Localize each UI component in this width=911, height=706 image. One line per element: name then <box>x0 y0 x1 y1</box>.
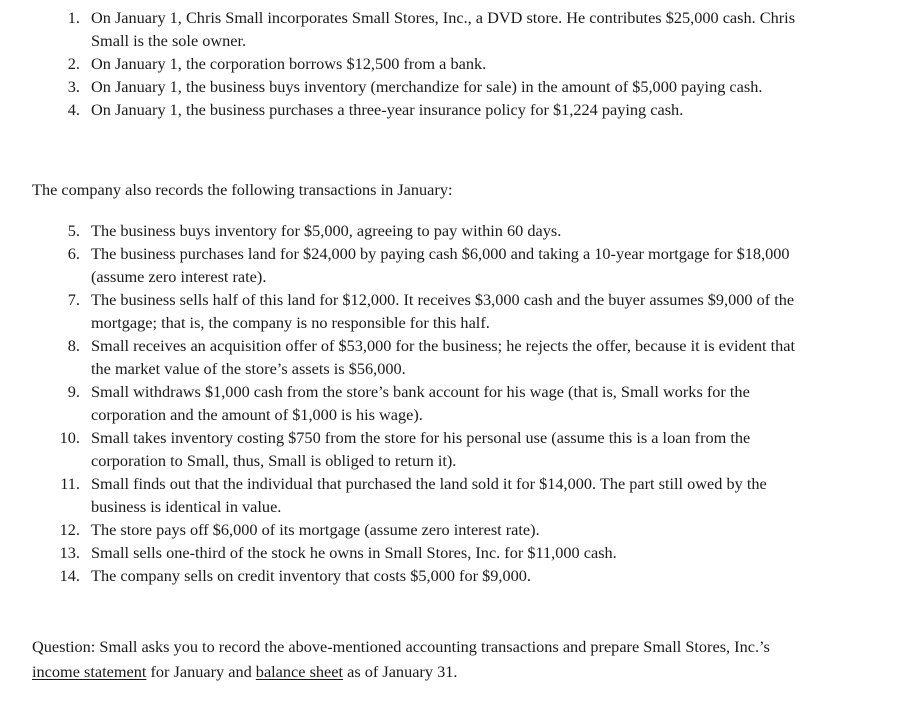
item-number: 5. <box>67 221 80 240</box>
item-text: The business sells half of this land for $12,000. It receives $3,000 cash and the buyer assumes $9,000 of the mortgage; that is, the company is no responsible for this half. <box>91 290 795 332</box>
item-number: 13. <box>59 543 80 562</box>
item-text: The business purchases land for $24,000 by paying cash $6,000 and taking a 10-year mortgage for $18,000 (assume zero interest rate). <box>91 244 790 286</box>
item-number: 2. <box>67 54 80 73</box>
item-number: 4. <box>67 100 80 119</box>
list-item <box>56 518 816 541</box>
item-text: Small takes inventory costing $750 from the store for his personal use (assume this is a loan from the corporation to Small, thus, Small is obliged to return it). <box>91 428 751 470</box>
item-text: On January 1, Chris Small incorporates Small Stores, Inc., a DVD store. He contributes $25,000 cash. Chris Small is the sole owner. <box>91 8 796 50</box>
question-text-part3: as of January 31. <box>343 661 458 681</box>
item-text: On January 1, the business purchases a three-year insurance policy for $1,224 paying cash. <box>91 100 684 119</box>
item-text: On January 1, the corporation borrows $12,500 from a bank. <box>91 54 487 73</box>
item-text: Small withdraws $1,000 cash from the store’s bank account for his wage (that is, Small works for the corporation and the amount of $1,000 is his wage). <box>91 382 750 424</box>
question-paragraph <box>32 635 792 684</box>
list-item <box>56 288 816 334</box>
january-transactions-list <box>56 219 816 587</box>
item-number: 1. <box>67 8 80 27</box>
list-item <box>56 564 816 587</box>
list-item <box>56 219 816 242</box>
item-number: 14. <box>59 566 80 585</box>
item-text: Small sells one-third of the stock he owns in Small Stores, Inc. for $11,000 cash. <box>91 543 617 562</box>
item-number: 9. <box>67 382 80 401</box>
item-number: 12. <box>59 520 80 539</box>
item-text: The store pays off $6,000 of its mortgage (assume zero interest rate). <box>91 520 540 539</box>
list-item <box>56 75 816 98</box>
list-item <box>56 472 816 518</box>
item-number: 3. <box>67 77 80 96</box>
item-number: 6. <box>67 244 80 263</box>
initial-transactions-list <box>56 6 816 121</box>
list-item <box>56 380 816 426</box>
income-statement-link[interactable]: income statement <box>32 661 147 681</box>
balance-sheet-link[interactable]: balance sheet <box>255 661 344 681</box>
item-text: The business buys inventory for $5,000, agreeing to pay within 60 days. <box>91 221 562 240</box>
item-number: 11. <box>60 474 80 493</box>
intro-paragraph: The company also records the following transactions in January: <box>32 180 453 199</box>
list-item <box>56 52 816 75</box>
list-item <box>56 98 816 121</box>
list-item <box>56 426 816 472</box>
list-item <box>56 242 816 288</box>
item-text: Small receives an acquisition offer of $53,000 for the business; he rejects the offer, because it is evident that the market value of the store’s assets is $56,000. <box>91 336 796 378</box>
item-number: 10. <box>59 428 80 447</box>
item-text: On January 1, the business buys inventory (merchandize for sale) in the amount of $5,000 paying cash. <box>91 77 763 96</box>
item-text: The company sells on credit inventory that costs $5,000 for $9,000. <box>91 566 531 585</box>
item-number: 8. <box>67 336 80 355</box>
list-item <box>56 334 816 380</box>
question-text-part1: Question: Small asks you to record the above-mentioned accounting transactions and prepare Small Stores, Inc.’s <box>32 637 770 656</box>
list-item <box>56 541 816 564</box>
item-number: 7. <box>67 290 80 309</box>
item-text: Small finds out that the individual that purchased the land sold it for $14,000. The part still owed by the business is identical in value. <box>91 474 767 516</box>
question-text-part2: for January and <box>146 661 256 681</box>
list-item <box>56 6 816 52</box>
